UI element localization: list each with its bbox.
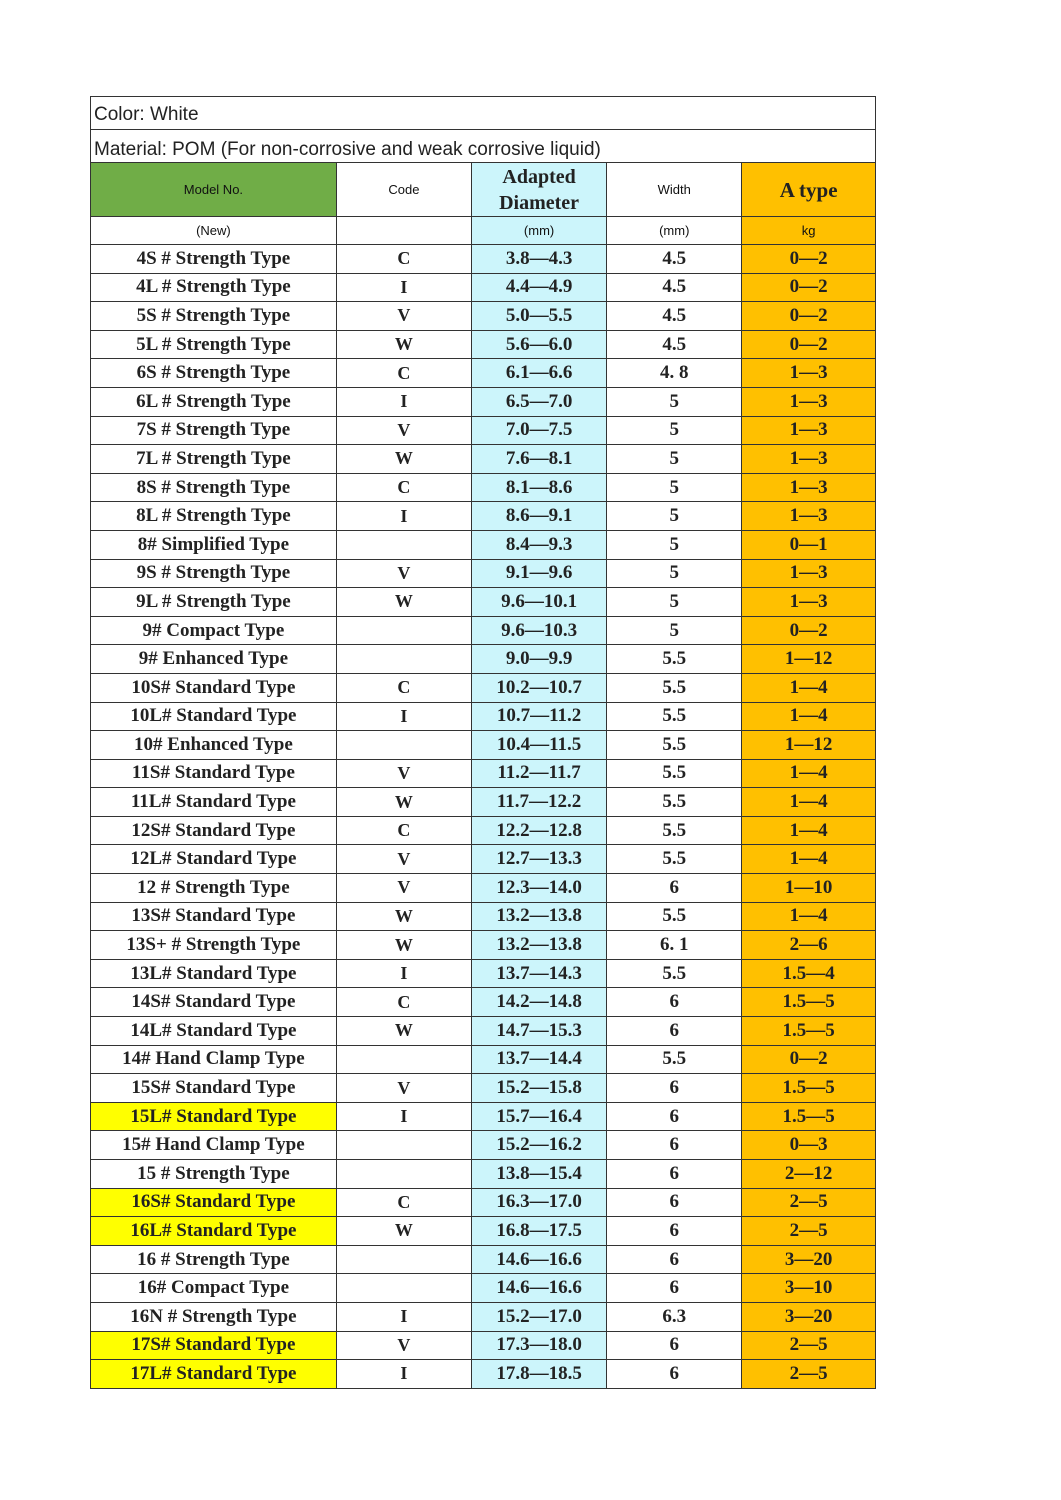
code-cell: W (336, 445, 471, 474)
width-cell: 5.5 (607, 816, 742, 845)
diameter-cell: 6.5—7.0 (471, 387, 606, 416)
diameter-cell: 15.2—16.2 (471, 1131, 606, 1160)
diameter-cell: 13.7—14.3 (471, 959, 606, 988)
table-row (91, 588, 875, 617)
width-cell: 4. 8 (607, 359, 742, 388)
table-row (91, 845, 875, 874)
diameter-header-line1: Adapted (502, 165, 576, 188)
atype-cell: 0—3 (742, 1131, 875, 1160)
code-cell: W (336, 1217, 471, 1246)
diameter-cell: 11.2—11.7 (471, 759, 606, 788)
table-row (91, 1360, 875, 1388)
code-cell: I (336, 959, 471, 988)
diameter-cell: 7.6—8.1 (471, 445, 606, 474)
model-cell: 16# Compact Type (91, 1274, 336, 1303)
code-cell: C (336, 245, 471, 274)
atype-cell: 1—3 (742, 387, 875, 416)
diameter-cell: 8.4—9.3 (471, 530, 606, 559)
table-row (91, 788, 875, 817)
code-cell: I (336, 1102, 471, 1131)
width-cell: 5.5 (607, 645, 742, 674)
table-row (91, 1017, 875, 1046)
model-cell: 6L # Strength Type (91, 387, 336, 416)
atype-cell: 0—2 (742, 616, 875, 645)
atype-cell: 3—10 (742, 1274, 875, 1303)
width-cell: 4.5 (607, 273, 742, 302)
diameter-cell: 12.2—12.8 (471, 816, 606, 845)
code-cell: I (336, 1360, 471, 1388)
code-cell: C (336, 1188, 471, 1217)
table-row (91, 988, 875, 1017)
unit-row (91, 217, 875, 245)
width-cell: 6 (607, 1074, 742, 1103)
width-cell: 5.5 (607, 902, 742, 931)
width-cell: 6 (607, 1188, 742, 1217)
model-cell: 7S # Strength Type (91, 416, 336, 445)
atype-cell: 0—2 (742, 245, 875, 274)
atype-cell: 1—3 (742, 588, 875, 617)
spec-table (91, 163, 875, 1388)
model-unit: (New) (91, 217, 336, 245)
diameter-cell: 16.8—17.5 (471, 1217, 606, 1246)
model-cell: 17L# Standard Type (91, 1360, 336, 1388)
code-cell: W (336, 1017, 471, 1046)
table-row (91, 1102, 875, 1131)
model-cell: 14S# Standard Type (91, 988, 336, 1017)
diameter-cell: 17.8—18.5 (471, 1360, 606, 1388)
width-cell: 6 (607, 1245, 742, 1274)
code-cell: V (336, 416, 471, 445)
diameter-cell: 12.7—13.3 (471, 845, 606, 874)
model-cell: 16S# Standard Type (91, 1188, 336, 1217)
diameter-cell: 4.4—4.9 (471, 273, 606, 302)
width-cell: 5.5 (607, 759, 742, 788)
model-cell: 15S# Standard Type (91, 1074, 336, 1103)
table-row (91, 1160, 875, 1189)
model-cell: 13S# Standard Type (91, 902, 336, 931)
code-cell: C (336, 473, 471, 502)
diameter-header-line2: Diameter (499, 191, 580, 214)
width-cell: 6 (607, 1160, 742, 1189)
table-row (91, 387, 875, 416)
code-unit (336, 217, 471, 245)
width-cell: 5 (607, 416, 742, 445)
table-row (91, 616, 875, 645)
code-cell: W (336, 788, 471, 817)
table-row (91, 816, 875, 845)
width-cell: 5.5 (607, 1045, 742, 1074)
table-row (91, 902, 875, 931)
atype-cell: 1—4 (742, 673, 875, 702)
atype-cell: 1—3 (742, 445, 875, 474)
atype-cell: 0—1 (742, 530, 875, 559)
atype-cell: 2—5 (742, 1188, 875, 1217)
width-cell: 6 (607, 1102, 742, 1131)
model-cell: 8S # Strength Type (91, 473, 336, 502)
model-cell: 15 # Strength Type (91, 1160, 336, 1189)
width-cell: 6.3 (607, 1302, 742, 1331)
spec-sheet (90, 96, 876, 1389)
diameter-cell: 14.7—15.3 (471, 1017, 606, 1046)
atype-cell: 3—20 (742, 1245, 875, 1274)
code-cell (336, 1160, 471, 1189)
width-cell: 6. 1 (607, 931, 742, 960)
code-cell: V (336, 845, 471, 874)
header-row (91, 163, 875, 217)
code-cell: C (336, 988, 471, 1017)
width-cell: 5 (607, 387, 742, 416)
code-cell: W (336, 931, 471, 960)
atype-cell: 1—4 (742, 788, 875, 817)
atype-header: A type (742, 163, 875, 217)
diameter-cell: 9.0—9.9 (471, 645, 606, 674)
diameter-cell: 5.6—6.0 (471, 330, 606, 359)
width-cell: 6 (607, 1131, 742, 1160)
model-cell: 4L # Strength Type (91, 273, 336, 302)
diameter-cell: 9.1—9.6 (471, 559, 606, 588)
model-cell: 9L # Strength Type (91, 588, 336, 617)
model-cell: 12 # Strength Type (91, 874, 336, 903)
code-cell (336, 1045, 471, 1074)
diameter-cell: 3.8—4.3 (471, 245, 606, 274)
model-cell: 14# Hand Clamp Type (91, 1045, 336, 1074)
width-cell: 5 (607, 445, 742, 474)
model-cell: 17S# Standard Type (91, 1331, 336, 1360)
atype-cell: 1—4 (742, 702, 875, 731)
model-cell: 16L# Standard Type (91, 1217, 336, 1246)
width-cell: 5.5 (607, 673, 742, 702)
width-cell: 5.5 (607, 702, 742, 731)
width-cell: 5 (607, 559, 742, 588)
code-cell: I (336, 387, 471, 416)
model-cell: 10# Enhanced Type (91, 731, 336, 760)
diameter-cell: 8.1—8.6 (471, 473, 606, 502)
code-cell: V (336, 759, 471, 788)
width-cell: 6 (607, 1217, 742, 1246)
table-row (91, 502, 875, 531)
atype-cell: 1.5—5 (742, 988, 875, 1017)
diameter-cell: 10.2—10.7 (471, 673, 606, 702)
table-row (91, 473, 875, 502)
atype-cell: 1—3 (742, 359, 875, 388)
code-cell: V (336, 874, 471, 903)
atype-cell: 1—3 (742, 502, 875, 531)
model-cell: 16 # Strength Type (91, 1245, 336, 1274)
width-unit: (mm) (607, 217, 742, 245)
table-row (91, 1188, 875, 1217)
table-row (91, 245, 875, 274)
diameter-cell: 13.2—13.8 (471, 931, 606, 960)
model-cell: 9S # Strength Type (91, 559, 336, 588)
atype-cell: 1—3 (742, 473, 875, 502)
color-line: Color: White (91, 97, 875, 130)
diameter-cell: 15.2—15.8 (471, 1074, 606, 1103)
width-cell: 5.5 (607, 959, 742, 988)
model-cell: 9# Enhanced Type (91, 645, 336, 674)
diameter-header (471, 163, 606, 217)
code-cell: C (336, 359, 471, 388)
material-line: Material: POM (For non-corrosive and weak corrosive liquid) (91, 130, 875, 163)
code-cell (336, 616, 471, 645)
table-row (91, 645, 875, 674)
model-cell: 12L# Standard Type (91, 845, 336, 874)
model-cell: 10L# Standard Type (91, 702, 336, 731)
atype-cell: 1—3 (742, 559, 875, 588)
table-row (91, 959, 875, 988)
atype-cell: 2—5 (742, 1217, 875, 1246)
atype-cell: 2—12 (742, 1160, 875, 1189)
table-row (91, 359, 875, 388)
width-cell: 5 (607, 473, 742, 502)
code-cell (336, 1245, 471, 1274)
model-cell: 6S # Strength Type (91, 359, 336, 388)
width-cell: 5.5 (607, 788, 742, 817)
model-cell: 11L# Standard Type (91, 788, 336, 817)
width-cell: 5.5 (607, 845, 742, 874)
diameter-cell: 13.2—13.8 (471, 902, 606, 931)
diameter-cell: 15.7—16.4 (471, 1102, 606, 1131)
model-cell: 13L# Standard Type (91, 959, 336, 988)
table-row (91, 530, 875, 559)
atype-cell: 0—2 (742, 273, 875, 302)
diameter-cell: 16.3—17.0 (471, 1188, 606, 1217)
code-cell: C (336, 816, 471, 845)
table-row (91, 673, 875, 702)
diameter-cell: 12.3—14.0 (471, 874, 606, 903)
diameter-cell: 14.2—14.8 (471, 988, 606, 1017)
code-cell: V (336, 559, 471, 588)
model-cell: 13S+ # Strength Type (91, 931, 336, 960)
model-header: Model No. (91, 163, 336, 217)
diameter-cell: 14.6—16.6 (471, 1245, 606, 1274)
code-cell: I (336, 1302, 471, 1331)
diameter-cell: 17.3—18.0 (471, 1331, 606, 1360)
width-cell: 5 (607, 616, 742, 645)
atype-cell: 1—4 (742, 845, 875, 874)
code-cell (336, 1274, 471, 1303)
model-cell: 8L # Strength Type (91, 502, 336, 531)
code-header: Code (336, 163, 471, 217)
code-cell: C (336, 673, 471, 702)
model-cell: 10S# Standard Type (91, 673, 336, 702)
table-row (91, 302, 875, 331)
table-row (91, 1074, 875, 1103)
model-cell: 5S # Strength Type (91, 302, 336, 331)
table-row (91, 874, 875, 903)
width-cell: 5 (607, 530, 742, 559)
code-cell: I (336, 502, 471, 531)
table-row (91, 416, 875, 445)
diameter-cell: 13.7—14.4 (471, 1045, 606, 1074)
width-cell: 5 (607, 588, 742, 617)
atype-cell: 1—4 (742, 759, 875, 788)
diameter-cell: 7.0—7.5 (471, 416, 606, 445)
atype-cell: 2—5 (742, 1360, 875, 1388)
width-header: Width (607, 163, 742, 217)
table-row (91, 931, 875, 960)
model-cell: 16N # Strength Type (91, 1302, 336, 1331)
model-cell: 4S # Strength Type (91, 245, 336, 274)
code-cell: W (336, 902, 471, 931)
atype-cell: 2—5 (742, 1331, 875, 1360)
table-row (91, 330, 875, 359)
width-cell: 4.5 (607, 330, 742, 359)
table-row (91, 1331, 875, 1360)
atype-cell: 1—12 (742, 731, 875, 760)
diameter-cell: 9.6—10.3 (471, 616, 606, 645)
width-cell: 6 (607, 1331, 742, 1360)
atype-cell: 1—4 (742, 816, 875, 845)
atype-cell: 0—2 (742, 302, 875, 331)
table-row (91, 445, 875, 474)
diameter-cell: 14.6—16.6 (471, 1274, 606, 1303)
code-cell (336, 1131, 471, 1160)
code-cell: I (336, 273, 471, 302)
table-row (91, 1245, 875, 1274)
diameter-cell: 15.2—17.0 (471, 1302, 606, 1331)
model-cell: 9# Compact Type (91, 616, 336, 645)
code-cell: W (336, 330, 471, 359)
width-cell: 4.5 (607, 245, 742, 274)
table-row (91, 1131, 875, 1160)
width-cell: 4.5 (607, 302, 742, 331)
table-row (91, 731, 875, 760)
code-cell: V (336, 302, 471, 331)
model-cell: 11S# Standard Type (91, 759, 336, 788)
diameter-cell: 10.4—11.5 (471, 731, 606, 760)
atype-cell: 1.5—5 (742, 1017, 875, 1046)
code-cell: I (336, 702, 471, 731)
table-row (91, 559, 875, 588)
diameter-cell: 10.7—11.2 (471, 702, 606, 731)
code-cell: V (336, 1331, 471, 1360)
atype-cell: 0—2 (742, 1045, 875, 1074)
width-cell: 6 (607, 988, 742, 1017)
width-cell: 6 (607, 1274, 742, 1303)
code-cell: W (336, 588, 471, 617)
table-row (91, 1302, 875, 1331)
diameter-cell: 6.1—6.6 (471, 359, 606, 388)
atype-unit: kg (742, 217, 875, 245)
diameter-unit: (mm) (471, 217, 606, 245)
model-cell: 5L # Strength Type (91, 330, 336, 359)
table-row (91, 1274, 875, 1303)
table-row (91, 1217, 875, 1246)
code-cell (336, 645, 471, 674)
code-cell (336, 731, 471, 760)
diameter-cell: 13.8—15.4 (471, 1160, 606, 1189)
diameter-cell: 8.6—9.1 (471, 502, 606, 531)
code-cell (336, 530, 471, 559)
table-row (91, 759, 875, 788)
diameter-cell: 9.6—10.1 (471, 588, 606, 617)
diameter-cell: 11.7—12.2 (471, 788, 606, 817)
model-cell: 12S# Standard Type (91, 816, 336, 845)
atype-cell: 1.5—5 (742, 1074, 875, 1103)
atype-cell: 1—4 (742, 902, 875, 931)
width-cell: 6 (607, 1017, 742, 1046)
model-cell: 15L# Standard Type (91, 1102, 336, 1131)
spec-table-body (91, 163, 875, 1388)
atype-cell: 2—6 (742, 931, 875, 960)
table-row (91, 1045, 875, 1074)
atype-cell: 1—3 (742, 416, 875, 445)
diameter-cell: 5.0—5.5 (471, 302, 606, 331)
width-cell: 6 (607, 874, 742, 903)
table-row (91, 273, 875, 302)
table-row (91, 702, 875, 731)
model-cell: 7L # Strength Type (91, 445, 336, 474)
model-cell: 8# Simplified Type (91, 530, 336, 559)
atype-cell: 0—2 (742, 330, 875, 359)
atype-cell: 3—20 (742, 1302, 875, 1331)
atype-cell: 1.5—5 (742, 1102, 875, 1131)
width-cell: 5 (607, 502, 742, 531)
model-cell: 15# Hand Clamp Type (91, 1131, 336, 1160)
atype-cell: 1—10 (742, 874, 875, 903)
width-cell: 5.5 (607, 731, 742, 760)
width-cell: 6 (607, 1360, 742, 1388)
model-cell: 14L# Standard Type (91, 1017, 336, 1046)
atype-cell: 1—12 (742, 645, 875, 674)
code-cell: V (336, 1074, 471, 1103)
atype-cell: 1.5—4 (742, 959, 875, 988)
